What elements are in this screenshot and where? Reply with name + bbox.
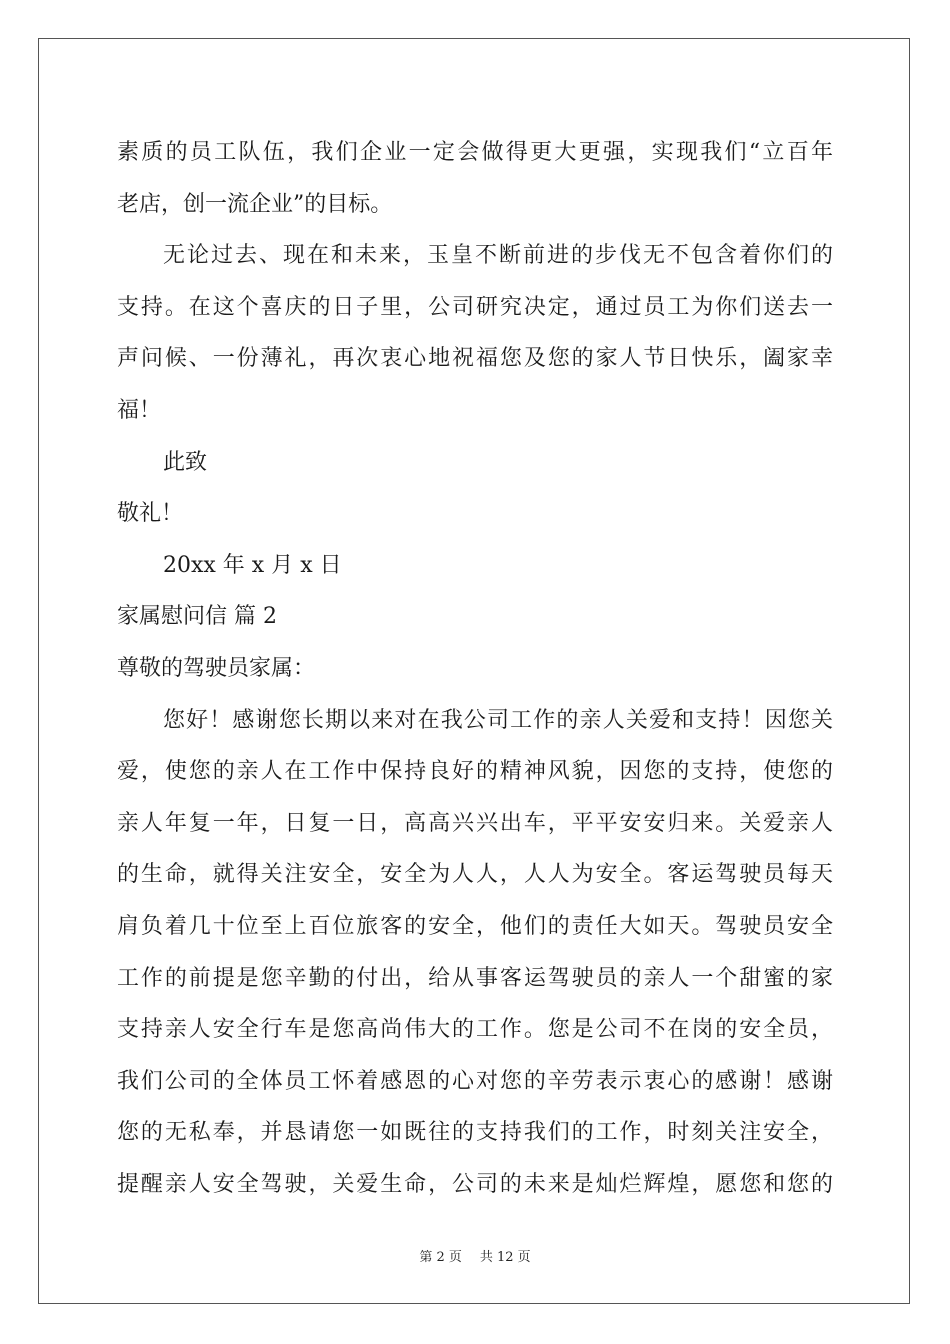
- text-line: 工作的前提是您辛勤的付出，给从事客运驾驶员的亲人一个甜蜜的家: [117, 965, 833, 991]
- text-line: 您的无私奉，并恳请您一如既往的支持我们的工作，时刻关注安全，: [117, 1120, 833, 1146]
- page-footer: [0, 1246, 950, 1265]
- salutation-respect: 敬礼！: [117, 501, 184, 527]
- section-heading: 家属慰问信 篇 2: [117, 604, 277, 630]
- text-line: 亲人年复一年，日复一日，高高兴兴出车，平平安安归来。关爱亲人: [117, 810, 833, 836]
- text-line: 支持。在这个喜庆的日子里，公司研究决定，通过员工为你们送去一: [117, 294, 833, 320]
- text-line: 您好！感谢您长期以来对在我公司工作的亲人关爱和支持！因您关: [163, 707, 833, 733]
- text-line: 提醒亲人安全驾驶，关爱生命，公司的未来是灿烂辉煌，愿您和您的: [117, 1171, 833, 1197]
- text-line: 的生命，就得关注安全，安全为人人，人人为安全。客运驾驶员每天: [117, 862, 833, 888]
- text-line: 老店，创一流企业”的目标。: [117, 191, 393, 217]
- text-line: 支持亲人安全行车是您高尚伟大的工作。您是公司不在岗的安全员，: [117, 1017, 833, 1043]
- text-line: 爱，使您的亲人在工作中保持良好的精神风貌，因您的支持，使您的: [117, 759, 833, 785]
- text-line: 我们公司的全体员工怀着感恩的心对您的辛劳表示衷心的感谢！感谢: [117, 1068, 833, 1094]
- text-line: 无论过去、现在和未来，玉皇不断前进的步伐无不包含着你们的: [163, 243, 833, 269]
- document-body: [117, 127, 833, 1210]
- salutation-closing: 此致: [163, 449, 208, 475]
- text-line: 声问候、一份薄礼，再次衷心地祝福您及您的家人节日快乐，阖家幸: [117, 346, 833, 372]
- letter-greeting: 尊敬的驾驶员家属：: [117, 655, 316, 681]
- text-line: 素质的员工队伍，我们企业一定会做得更大更强，实现我们“立百年: [117, 140, 833, 165]
- text-line: 福！: [117, 397, 162, 423]
- letter-date: 20xx 年 x 月 x 日: [163, 552, 342, 578]
- page-number: 第 2 页: [419, 1250, 462, 1265]
- page-total: 共 12 页: [479, 1250, 531, 1265]
- text-line: 肩负着几十位至上百位旅客的安全，他们的责任大如天。驾驶员安全: [117, 913, 833, 939]
